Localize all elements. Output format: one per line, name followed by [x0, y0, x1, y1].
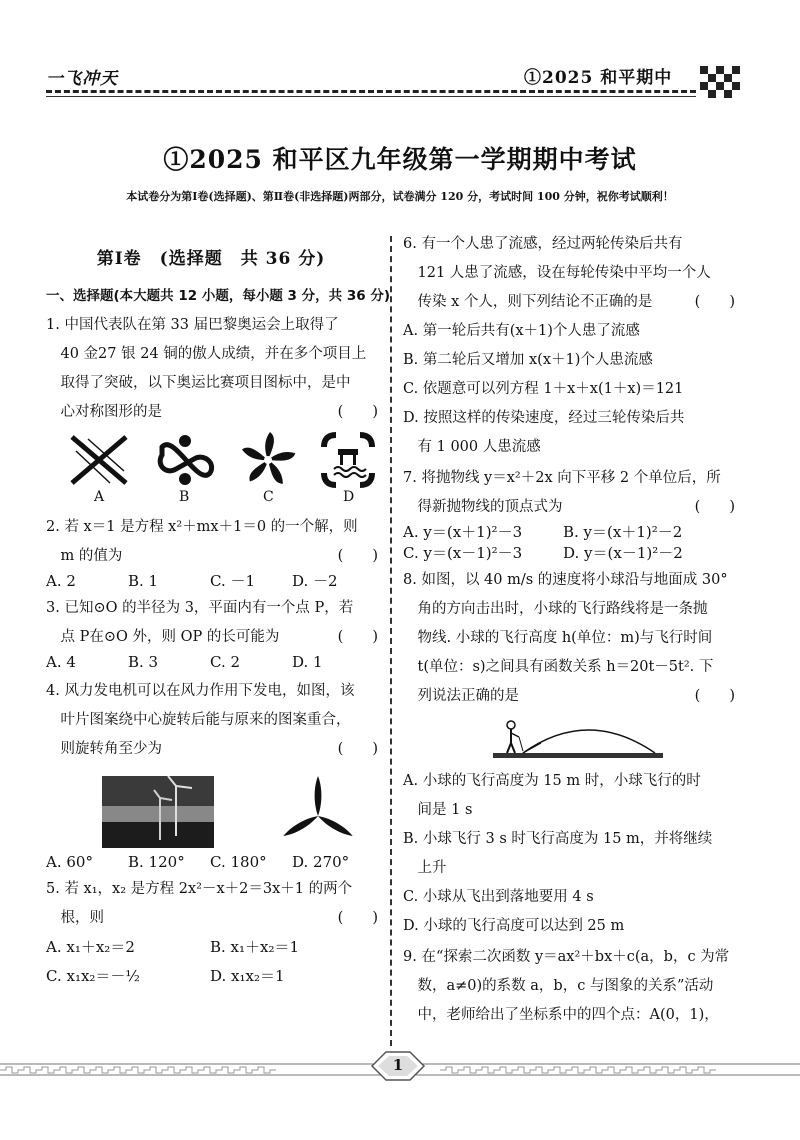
question-7 — [403, 464, 753, 564]
option: C. y＝(x－1)²－3 — [403, 544, 523, 562]
q2-options — [46, 571, 396, 592]
option: D. 1 — [292, 653, 323, 671]
q4-line: 4. 风力发电机可以在风力作用下发电，如图，该 — [46, 683, 355, 699]
option: B. 1 — [128, 572, 159, 590]
swimming-icon — [318, 431, 378, 489]
option: A. y＝(x＋1)²－3 — [403, 523, 523, 541]
q3-line: 点 P在⊙O 外，则 OP 的长可能为 ( ) — [46, 623, 396, 652]
wind-turbine-photo — [102, 776, 214, 848]
pinwheel-icon — [238, 431, 298, 489]
option: B. x₁＋x₂＝1 — [210, 938, 300, 956]
question-2 — [46, 513, 396, 592]
option: D. y＝(x－1)²－2 — [563, 544, 683, 562]
question-3 — [46, 594, 396, 673]
option: B. 小球飞行 3 s 时飞行高度为 15 m，并将继续 — [403, 831, 713, 847]
rowing-icon — [68, 433, 130, 487]
option: B. y＝(x＋1)²－2 — [563, 523, 683, 541]
page-number: 1 — [392, 1056, 404, 1074]
q2-line: 2. 若 x＝1 是方程 x²＋mx＋1＝0 的一个解，则 — [46, 519, 358, 535]
answer-paren: ( ) — [337, 741, 378, 757]
q8-line: 物线. 小球的飞行高度 h(单位：m)与飞行时间 — [403, 630, 713, 646]
header-rule — [46, 90, 696, 93]
header-exam-label: ①2025 和平期中 — [524, 68, 673, 88]
q1-line: 1. 中国代表队在第 33 届巴黎奥运会上取得了 — [46, 317, 339, 333]
option: C. 依题意可以列方程 1＋x＋x(1＋x)＝121 — [403, 381, 684, 397]
q7-options — [403, 543, 753, 564]
option: D. 小球的飞行高度可以达到 25 m — [403, 918, 625, 934]
q1-figures — [46, 427, 396, 505]
q5-line: 根，则 ( ) — [46, 904, 396, 933]
option: D. 按照这样的传染速度，经过三轮传染后共 — [403, 410, 685, 426]
figure-label: D — [343, 489, 355, 505]
option: C. 小球从飞出到落地要用 4 s — [403, 889, 594, 905]
basketball-icon — [154, 433, 216, 487]
q8-line: 8. 如图，以 40 m/s 的速度将小球沿与地面成 30° — [403, 572, 728, 588]
q1-line: 40 金27 银 24 铜的傲人成绩，并在多个项目上 — [46, 346, 367, 362]
option: C. －1 — [210, 572, 256, 590]
q3-options — [46, 652, 396, 673]
option: 间是 1 s — [403, 802, 473, 818]
option: D. x₁x₂＝1 — [210, 967, 285, 985]
q7-line: 7. 将抛物线 y＝x²＋2x 向下平移 2 个单位后，所 — [403, 470, 721, 486]
option: B. 3 — [128, 653, 159, 671]
q7-line: 得新抛物线的顶点式为 ( ) — [403, 493, 753, 522]
turbine-blades-figure — [278, 770, 358, 850]
answer-paren: ( ) — [337, 548, 378, 564]
q6-line: 传染 x 个人，则下列结论不正确的是 ( ) — [403, 288, 753, 317]
q4-line: 叶片图案绕中心旋转后能与原来的图案重合， — [46, 712, 351, 728]
figure-label: B — [179, 489, 190, 505]
q4-line: 则旋转角至少为 ( ) — [46, 735, 396, 764]
option: C. 180° — [210, 853, 267, 871]
q3-line: 3. 已知⊙O 的半径为 3，平面内有一个点 P，若 — [46, 600, 354, 616]
answer-paren: ( ) — [337, 404, 378, 420]
q5-options — [46, 937, 396, 958]
q5-line: 5. 若 x₁，x₂ 是方程 2x²－x＋2＝3x＋1 的两个 — [46, 881, 353, 897]
q4-options — [46, 852, 396, 873]
option: A. 2 — [46, 572, 76, 590]
page-number-badge — [368, 1048, 428, 1084]
q7-options — [403, 522, 753, 543]
answer-paren: ( ) — [694, 688, 735, 704]
option: A. 小球的飞行高度为 15 m 时，小球飞行的时 — [403, 773, 701, 789]
q9-line: 中，老师给出了坐标系中的四个点：A(0，1)， — [403, 1007, 719, 1023]
exam-intro: 本试卷分为第Ⅰ卷(选择题)、第Ⅱ卷(非选择题)两部分，试卷满分 120 分，考试时间 100 分钟，祝你考试顺利！ — [126, 190, 674, 203]
option: A. 60° — [46, 853, 93, 871]
option: C. x₁x₂＝－½ — [46, 967, 140, 985]
option: 上升 — [403, 860, 447, 876]
question-6 — [403, 230, 753, 462]
right-column — [403, 230, 753, 1030]
option: A. x₁＋x₂＝2 — [46, 938, 135, 956]
option: A. 第一轮后共有(x＋1)个人患了流感 — [403, 323, 640, 339]
answer-paren: ( ) — [694, 499, 735, 515]
option: C. 2 — [210, 653, 241, 671]
q6-line: 6. 有一个人患了流感，经过两轮传染后共有 — [403, 236, 683, 252]
brand-logo: 一飞冲天 — [46, 69, 118, 89]
figure-label: A — [94, 489, 105, 505]
answer-paren: ( ) — [337, 910, 378, 926]
option: 有 1 000 人患流感 — [403, 439, 541, 455]
option: B. 第二轮后又增加 x(x＋1)个人患流感 — [403, 352, 653, 368]
checker-decoration — [700, 66, 740, 98]
q2-line: m 的值为 ( ) — [46, 542, 396, 571]
q4-figures — [46, 764, 396, 852]
option: B. 120° — [128, 853, 185, 871]
option: D. 270° — [292, 853, 350, 871]
golf-trajectory-figure — [493, 713, 663, 765]
header-rule-thin — [46, 96, 696, 97]
left-column — [46, 286, 396, 987]
q8-figure — [403, 711, 753, 767]
q5-options — [46, 966, 396, 987]
option: D. －2 — [292, 572, 338, 590]
option: A. 4 — [46, 653, 76, 671]
q9-line: 9. 在“探索二次函数 y＝ax²＋bx＋c(a，b，c 为常 — [403, 949, 730, 965]
q1-line: 取得了突破，以下奥运比赛项目图标中，是中 — [46, 375, 351, 391]
question-9 — [403, 943, 753, 1030]
question-4 — [46, 677, 396, 873]
q6-line: 121 人患了流感，设在每轮传染中平均一个人 — [403, 265, 711, 281]
section-title: 第Ⅰ卷 (选择题 共 36 分) — [96, 249, 326, 269]
q8-line: 角的方向击出时，小球的飞行路线将是一条抛 — [403, 601, 708, 617]
question-5 — [46, 875, 396, 987]
q8-line: t(单位：s)之间具有函数关系 h＝20t－5t². 下 — [403, 659, 714, 675]
exam-title: ①2025 和平区九年级第一学期期中考试 — [163, 145, 637, 174]
q8-line: 列说法正确的是 ( ) — [403, 682, 753, 711]
figure-label: C — [263, 489, 274, 505]
question-1 — [46, 311, 396, 505]
answer-paren: ( ) — [694, 294, 735, 310]
question-8 — [403, 566, 753, 941]
section-heading: 一、选择题(本大题共 12 小题，每小题 3 分，共 36 分) — [46, 288, 391, 304]
q1-line: 心对称图形的是 ( ) — [46, 398, 396, 427]
q9-line: 数，a≠0)的系数 a，b，c 与图象的关系”活动 — [403, 978, 714, 994]
answer-paren: ( ) — [337, 629, 378, 645]
